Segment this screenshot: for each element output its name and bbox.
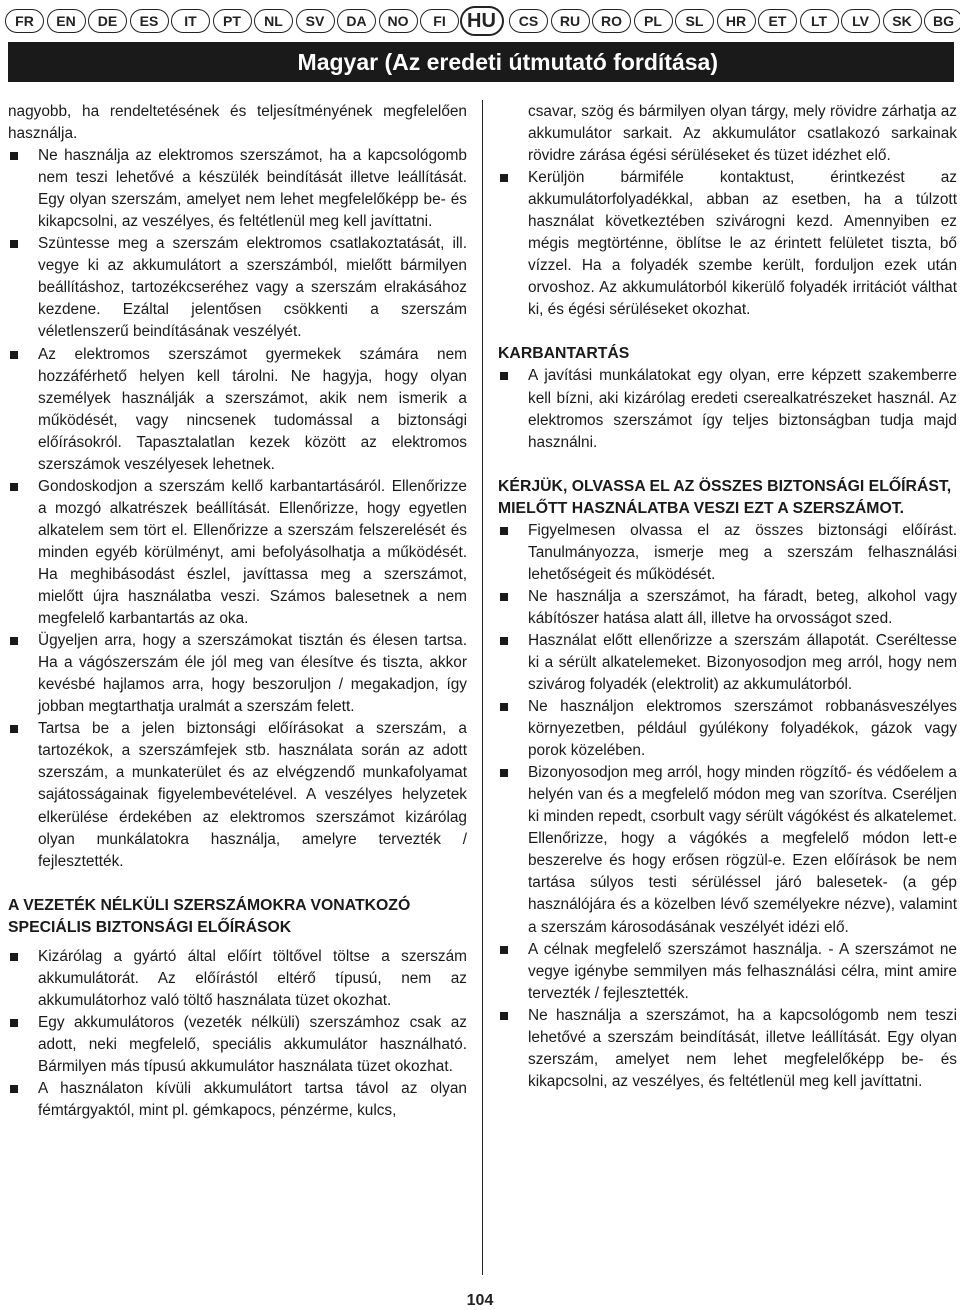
bullet-square-icon <box>500 372 508 380</box>
language-tab-nl[interactable]: NL <box>254 9 293 33</box>
language-tab-es[interactable]: ES <box>130 9 169 33</box>
bullet-square-icon <box>500 946 508 954</box>
list-item: Az elektromos szerszámot gyermekek számára nem hozzáférhető helyen kell tárolni. Ne hagyja, hogy olyan személyek használják a szerszámot, akik nem ismerik a működését, vagy nincsenek tudomással a biztonsági előírásokról. Tapasztalatlan kezek között az elektromos szerszámok veszélyesek lehetnek. <box>8 344 467 476</box>
list-item: Kerüljön bármiféle kontaktust, érintkezést az akkumulátorfolyadékkal, abban az esetben, ha a túlzott használat következtében szivárogni kezd. Amennyiben ez mégis megtörténne, öblítse le az érintett felületet tiszta, bő vízzel. Ha a folyadék szembe került, forduljon ezek után orvoshoz. Az akkumulátorból kikerülő folyadék irritációt válthat ki, és égési sérüléseket okozhat. <box>498 167 957 321</box>
bullet-square-icon <box>10 953 18 961</box>
list-item: Figyelmesen olvassa el az összes biztonsági előírást. Tanulmányozza, ismerje meg a szerszám felhasználási lehetőségeit és működését. <box>498 520 957 586</box>
language-tab-fi[interactable]: FI <box>420 9 459 33</box>
bullet-square-icon <box>10 483 18 491</box>
language-tab-lv[interactable]: LV <box>841 9 880 33</box>
language-tab-no[interactable]: NO <box>379 9 418 33</box>
language-tab-de[interactable]: DE <box>88 9 127 33</box>
list-item: Ne használjon elektromos szerszámot robbanásveszélyes környezetben, például gyúlékony folyadékok, gázok vagy porok közelében. <box>498 696 957 762</box>
language-tab-lt[interactable]: LT <box>800 9 839 33</box>
list-item: Ne használja a szerszámot, ha a kapcsológomb nem teszi lehetővé a szerszám beindítását, illetve leállítását. Egy olyan szerszám, amelyet nem lehet megfelelőképp be- és kikapcsolni, az veszélyes, és feltétlenül meg kell javíttatni. <box>498 1005 957 1093</box>
language-tab-it[interactable]: IT <box>171 9 210 33</box>
page-number: 104 <box>466 1292 494 1309</box>
list-item: A használaton kívüli akkumulátort tartsa távol az olyan fémtárgyaktól, mint pl. gémkapocs, pénzérme, kulcs, <box>8 1078 467 1122</box>
list-item: Bizonyosodjon meg arról, hogy minden rögzítő- és védőelem a helyén van és a megfelelő módon meg van szorítva. Cseréljen ki minden repedt, csorbult vagy sérült vágókést és alkatelemet. Ellenőrizze, hogy a vágókés a megfelelő módon lett-e beszerelve és hogy erősen rögzül-e. Ezen előírások be nem tartása súlyos testi sérüléssel járó balesetek- (a gép használójára és a közelben lévő személyekre nézve), valamint a szerszám károsodásának veszélyét idézi elő. <box>498 762 957 938</box>
section-heading-cordless: A VEZETÉK NÉLKÜLI SZERSZÁMOKRA VONATKOZÓ SPECIÁLIS BIZTONSÁGI ELŐÍRÁSOK <box>8 896 411 936</box>
bullet-square-icon <box>500 593 508 601</box>
bullet-square-icon <box>500 174 508 182</box>
list-item: Ügyeljen arra, hogy a szerszámokat tisztán és élesen tartsa. Ha a vágószerszám éle jól meg van élesítve és tiszta, akkor kevésbé hajlamos arra, hogy beszoruljon / megakadjon, így jobban megtarthatja uralmát a szerszám felett. <box>8 630 467 718</box>
bullet-square-icon <box>500 769 508 777</box>
language-tab-pl[interactable]: PL <box>634 9 673 33</box>
list-item: Ne használja a szerszámot, ha fáradt, beteg, alkohol vagy kábítószer hatása alatt áll, illetve ha orvosságot szed. <box>498 586 957 630</box>
read-all-list <box>498 520 957 1093</box>
bullet-square-icon <box>10 351 18 359</box>
language-tab-et[interactable]: ET <box>758 9 797 33</box>
language-tab-fr[interactable]: FR <box>5 9 44 33</box>
list-item: A célnak megfelelő szerszámot használja. - A szerszámot ne vegye igénybe semmilyen más felhasználási célra, mint amire tervezték / fejlesztették. <box>498 939 957 1005</box>
bullet-square-icon <box>10 725 18 733</box>
bullet-square-icon <box>10 637 18 645</box>
language-tab-bg[interactable]: BG <box>924 9 960 33</box>
bullet-square-icon <box>500 1012 508 1020</box>
safety-list <box>8 145 467 873</box>
language-tab-hr[interactable]: HR <box>717 9 756 33</box>
language-tab-sl[interactable]: SL <box>675 9 714 33</box>
language-tab-da[interactable]: DA <box>337 9 376 33</box>
bullet-square-icon <box>10 1019 18 1027</box>
column-divider <box>482 100 483 1275</box>
page-title-bar <box>8 42 954 82</box>
left-column <box>8 101 467 1122</box>
language-tab-pt[interactable]: PT <box>213 9 252 33</box>
list-item: Kizárólag a gyártó által előírt töltővel töltse a szerszám akkumulátorát. Az előírástól eltérő típusú, nem az akkumulátorhoz való töltő használata tüzet okozhat. <box>8 946 467 1012</box>
section-heading-maintenance: KARBANTARTÁS <box>498 345 630 363</box>
language-tab-ru[interactable]: RU <box>551 9 590 33</box>
bullet-square-icon <box>500 703 508 711</box>
bullet-square-icon <box>10 240 18 248</box>
list-item: Szüntesse meg a szerszám elektromos csatlakoztatását, ill. vegye ki az akkumulátort a szerszámból, mielőtt bármilyen beállításhoz, tartozékcseréhez vagy a szerszám elrakásához kezdene. Ezáltal jelentősen csökkenti a szerszám véletlenszerű beindításának veszélyét. <box>8 233 467 343</box>
bullet-square-icon <box>500 637 508 645</box>
list-item: A javítási munkálatokat egy olyan, erre képzett szakemberre kell bízni, aki kizárólag eredeti cserealkatrészeket használ. Az elektromos szerszámot így teljes biztonságban tudja majd használni. <box>498 365 957 453</box>
list-item: Egy akkumulátoros (vezeték nélküli) szerszámhoz csak az adott, neki megfelelő, speciális akkumulátor használható. Bármilyen más típusú akkumulátor használata tüzet okozhat. <box>8 1012 467 1078</box>
language-tab-sv[interactable]: SV <box>296 9 335 33</box>
language-tab-en[interactable]: EN <box>47 9 86 33</box>
language-tab-hu[interactable]: HU <box>460 6 504 36</box>
section-heading-read-all: KÉRJÜK, OLVASSA EL AZ ÖSSZES BIZTONSÁGI ELŐÍRÁST, MIELŐTT HASZNÁLATBA VESZI EZT A SZERSZÁMOT. <box>498 477 952 517</box>
list-item: Gondoskodjon a szerszám kellő karbantartásáról. Ellenőrizze a mozgó alkatrészek beállítását. Ellenőrizze, hogy egyetlen alkatelem sem tört el. Ellenőrizze a szerszám felszerelését és minden egyéb körülményt, ami befolyásolhatja a működését. Ha meghibásodást észlel, javíttassa meg a szerszámot, mielőtt újra használatba veszi. Számos balesetnek a nem megfelelő karbantartás az oka. <box>8 476 467 630</box>
language-tab-sk[interactable]: SK <box>883 9 922 33</box>
list-item: Használat előtt ellenőrizze a szerszám állapotát. Cseréltesse ki a sérült alkatelemeket. Bizonyosodjon meg arról, hogy nem szivárog folyadék (elektrolit) az akkumulátorból. <box>498 630 957 696</box>
page-title: Magyar (Az eredeti útmutató fordítása) <box>297 49 718 75</box>
continued-paragraph: csavar, szög és bármilyen olyan tárgy, mely rövidre zárhatja az akkumulátor sarkait. Az akkumulátor csatlakozó sarkainak rövidre zárása égési sérüléseket és tüzet idézhet elő. <box>528 103 957 165</box>
bullet-square-icon <box>500 527 508 535</box>
intro-paragraph: nagyobb, ha rendeltetésének és teljesítményének megfelelően használja. <box>8 103 467 143</box>
language-tab-cs[interactable]: CS <box>509 9 548 33</box>
cordless-safety-list <box>8 946 467 1122</box>
list-item: Tartsa be a jelen biztonsági előírásokat a szerszám, a tartozékok, a szerszámfejek stb. használata során az adott szerszám, a munkaterület és az elvégzendő munkafolyamat sajátosságainak figyelembevételével. A veszélyes helyzetek elkerülése érdekében az elektromos szerszámot kizárólag olyan munkálatokra használja, amelyre tervezték / fejlesztették. <box>8 718 467 872</box>
language-tab-ro[interactable]: RO <box>592 9 631 33</box>
right-column <box>498 101 957 1093</box>
bullet-square-icon <box>10 1085 18 1093</box>
list-item: Ne használja az elektromos szerszámot, ha a kapcsológomb nem teszi lehetővé a készülék beindítását illetve leállítását. Egy olyan szerszám, amelyet nem lehet megfelelőképp be- és kikapcsolni, az veszélyes, és feltétlenül meg kell javíttatni. <box>8 145 467 233</box>
bullet-square-icon <box>10 152 18 160</box>
language-selector <box>5 6 957 36</box>
